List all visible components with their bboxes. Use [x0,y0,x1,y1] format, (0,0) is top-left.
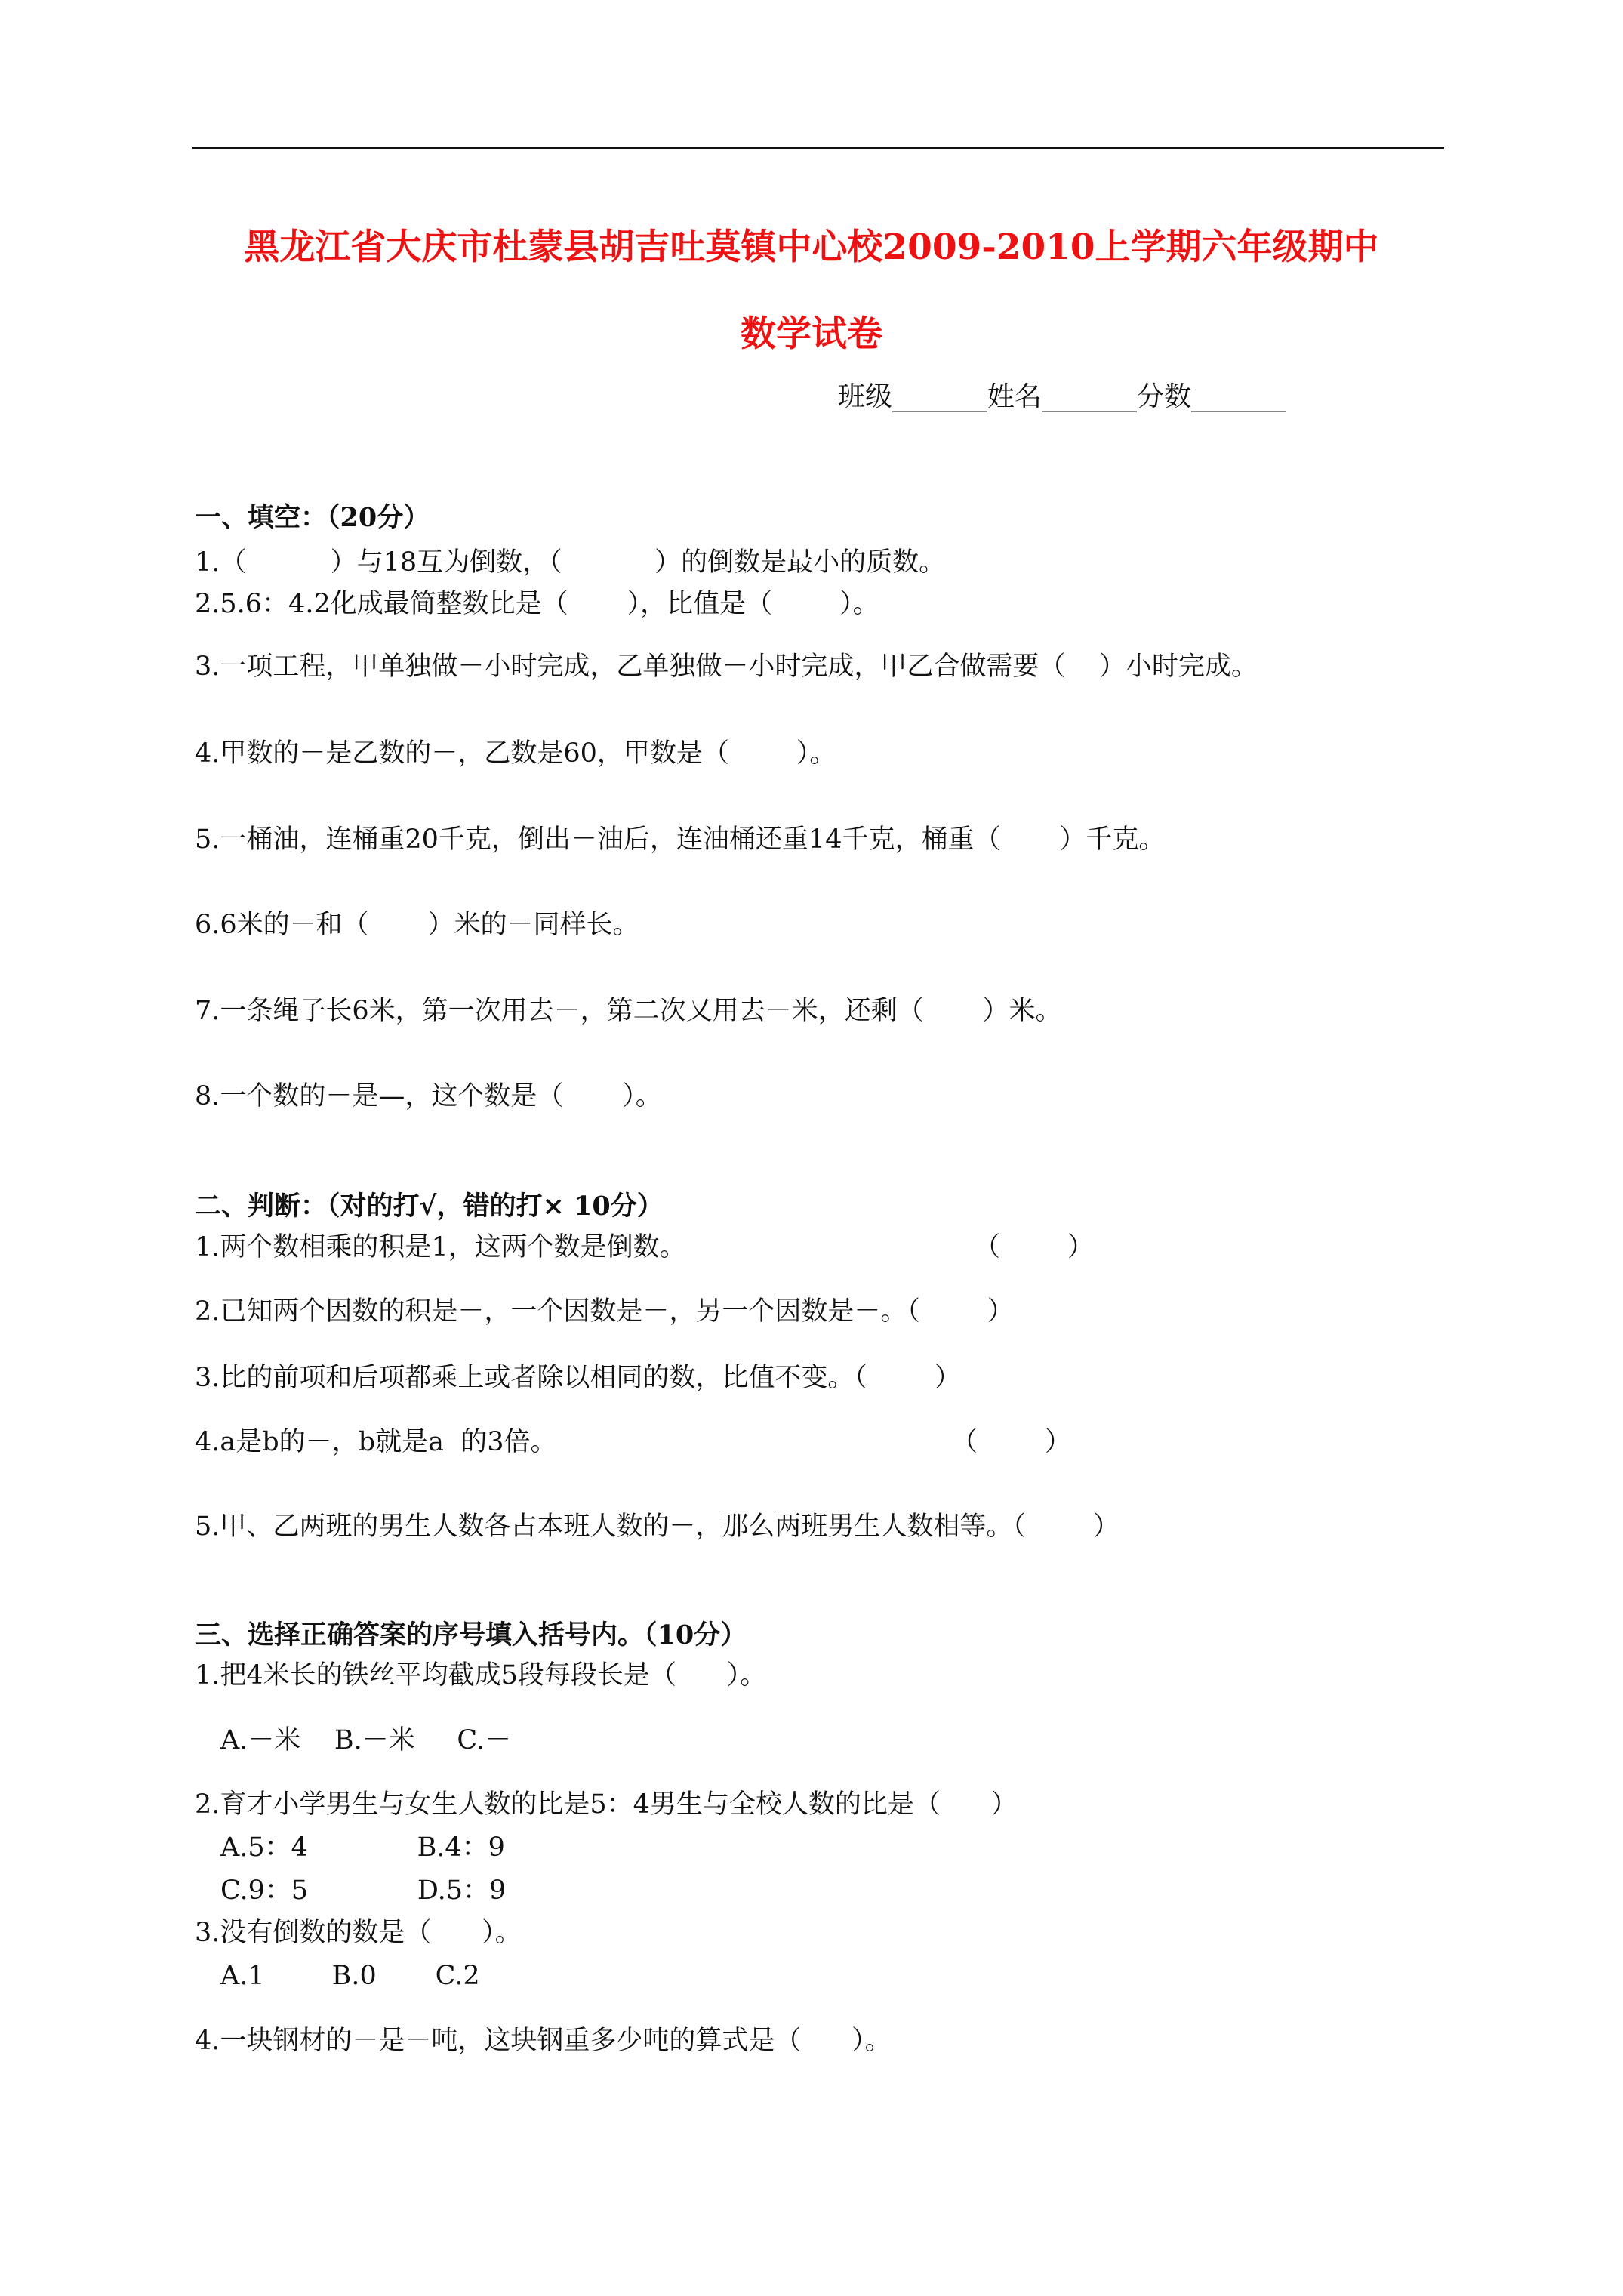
question-item: 3.一项工程，甲单独做－小时完成，乙单独做－小时完成，甲乙合做需要（ ）小时完成。 [195,652,1258,682]
question-item: 5.一桶油，连桶重20千克，倒出－油后，连油桶还重14千克，桶重（ ）千克。 [195,824,1166,855]
question-item: 4.一块钢材的－是－吨，这块钢重多少吨的算式是（ ）。 [195,2026,892,2056]
question-item: 2.5.6：4.2化成最简整数比是（ ），比值是（ ）。 [195,589,879,619]
student-info-line: 班级_______姓名_______分数_______ [838,381,1287,412]
choice-options: C.9：5 D.5：9 [220,1875,507,1906]
question-item: 1.两个数相乘的积是1，这两个数是倒数。 [195,1232,686,1262]
question-item: 2.育才小学男生与女生人数的比是5：4男生与全校人数的比是（ ） [195,1789,1018,1820]
page-subtitle: 数学试卷 [741,313,882,355]
header-rule [192,147,1444,149]
question-item: 1.（ ）与18互为倒数，（ ）的倒数是最小的质数。 [195,547,946,578]
choice-options: A.5：4 B.4：9 [220,1832,505,1863]
choice-options: A.1 B.0 C.2 [220,1961,480,1991]
question-item: 5.甲、乙两班的男生人数各占本班人数的－，那么两班男生人数相等。（ ） [195,1512,1119,1542]
question-item: 4.甲数的－是乙数的－，乙数是60，甲数是（ ）。 [195,738,836,769]
section-heading-fill-blank: 一、填空：（20分） [195,502,430,533]
question-item: 1.把4米长的铁丝平均截成5段每段长是（ ）。 [195,1660,767,1690]
section-heading-multiple-choice: 三、选择正确答案的序号填入括号内。（10分） [195,1620,747,1650]
answer-parenthesis: （ ） [951,1427,1072,1457]
page-title: 黑龙江省大庆市杜蒙县胡吉吐莫镇中心校2009-2010上学期六年级期中 [244,227,1379,268]
question-item: 3.没有倒数的数是（ ）。 [195,1918,522,1948]
question-item: 7.一条绳子长6米，第一次用去－，第二次又用去－米，还剩（ ）米。 [195,996,1062,1026]
answer-parenthesis: （ ） [974,1232,1095,1262]
question-item: 6.6米的－和（ ）米的－同样长。 [195,910,639,940]
section-heading-true-false: 二、判断：（对的打√，错的打× 10分） [195,1191,664,1222]
choice-options: A.－米 B.－米 C.－ [220,1725,512,1755]
question-item: 8.一个数的－是—，这个数是（ ）。 [195,1081,662,1111]
question-item: 3.比的前项和后项都乘上或者除以相同的数，比值不变。（ ） [195,1363,961,1393]
question-item: 4.a是b的－，b就是a 的3倍。 [195,1427,557,1457]
question-item: 2.已知两个因数的积是－，一个因数是－，另一个因数是－。（ ） [195,1296,1014,1327]
